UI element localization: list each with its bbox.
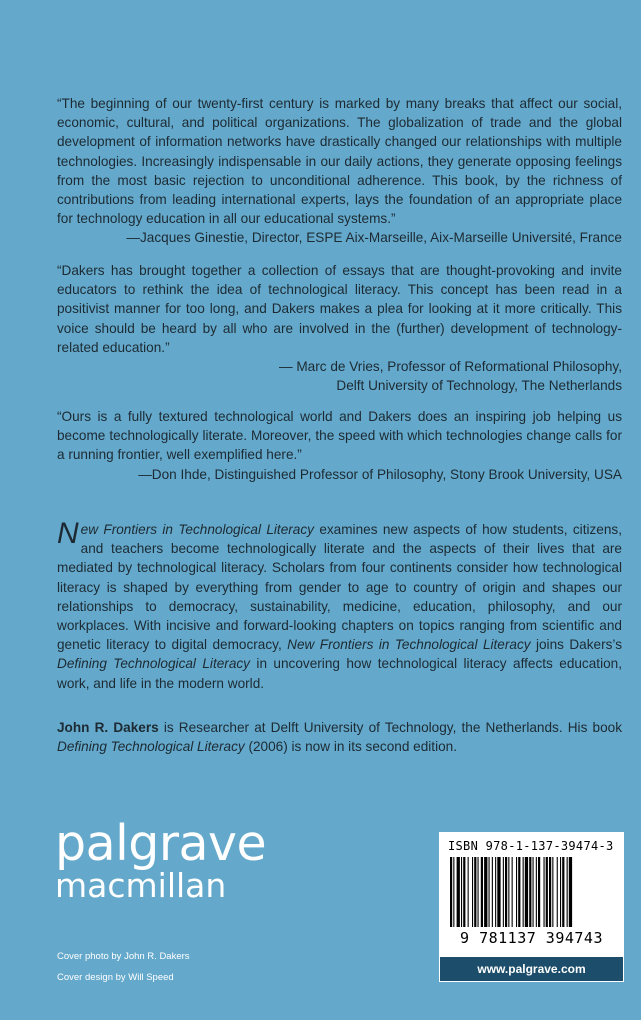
book-title: New Frontiers in Technological Literacy: [287, 637, 531, 653]
description-text-3: in uncovering how technological literacy affects education, work, and life in the modern world.: [57, 656, 622, 691]
bio-text-2: (2006) is now in its second edition.: [244, 739, 458, 755]
design-credit: Cover design by Will Speed: [57, 972, 174, 983]
author-name: John R. Dakers: [57, 720, 159, 735]
description-text-1: examines new aspects of how students, citizens, and teachers become technologically literate and the aspects of their lives that are mediated by technological literacy. Scholars from four continents consider how technological literacy is shaped by everything from gender to age to country of origin and shapes our relationships to democracy, sustainability, medicine, education, philosophy, and our workplaces. With incisive and forward-looking chapters on topics ranging from scientific and genetic literacy to digital democracy,: [57, 522, 622, 653]
quote-de-vries: [57, 261, 622, 395]
quote-ginestie: [57, 94, 622, 248]
logo-line2: macmillan: [55, 866, 227, 905]
drop-cap: N: [57, 517, 79, 550]
cover-credits: [57, 946, 190, 988]
quote-text: “The beginning of our twenty-first century is marked by many breaks that affect our social, economic, cultural, and political organizations. The globalization of trade and the global development of information networks have drastically changed our relationships with multiple technologies. Increasingly indispensable in our daily actions, they generate opposing feelings from the most basic rejection to unconditional adherence. This book, by the richness of contributions from leading international experts, lays the foundation of an appropriate place for technology education in all our educational systems.”: [57, 96, 622, 227]
isbn-label: ISBN 978-1-137-39474-3: [448, 839, 614, 853]
author-bio: [57, 718, 622, 756]
logo-line1: palgrave: [55, 815, 267, 872]
bio-text-1: is Researcher at Delft University of Technology, the Netherlands. His book: [158, 720, 622, 735]
publisher-logo: [55, 815, 267, 905]
photo-credit: Cover photo by John R. Dakers: [57, 951, 190, 962]
quote-attribution: —Jacques Ginestie, Director, ESPE Aix-Marseille, Aix-Marseille Université, France: [126, 230, 622, 246]
quote-text: “Ours is a fully textured technological world and Dakers does an inspiring job helping us become technologically literate. Moreover, the speed with which technologies change calls for a running frontier, well exemplified here.”: [57, 409, 622, 463]
book-description: [57, 517, 622, 693]
description-text-2: joins Dakers’s: [530, 637, 622, 653]
quote-attribution-line1: — Marc de Vries, Professor of Reformational Philosophy,: [278, 359, 622, 375]
website-link[interactable]: www.palgrave.com: [440, 957, 623, 981]
barcode-icon: [446, 857, 617, 929]
quote-text: “Dakers has brought together a collection of essays that are thought-provoking and invite educators to rethink the idea of technological literacy. This concept has been read in a positivist manner for too long, and Dakers makes a plea for looking at it more critically. This voice should be heard by all who are involved in the (further) development of technology-related education.”: [57, 263, 622, 355]
quote-attribution-line2: Delft University of Technology, The Netherlands: [336, 378, 622, 394]
barcode-digits: 9 781137 394743: [460, 929, 603, 947]
bio-book-title: Defining Technological Literacy: [57, 739, 245, 755]
book-title-rest: ew Frontiers in Technological Literacy: [80, 522, 314, 537]
other-book-title: Defining Technological Literacy: [57, 656, 250, 672]
quote-attribution: —Don Ihde, Distinguished Professor of Philosophy, Stony Brook University, USA: [138, 466, 622, 482]
barcode-box: [439, 832, 624, 982]
quote-ihde: [57, 407, 622, 484]
